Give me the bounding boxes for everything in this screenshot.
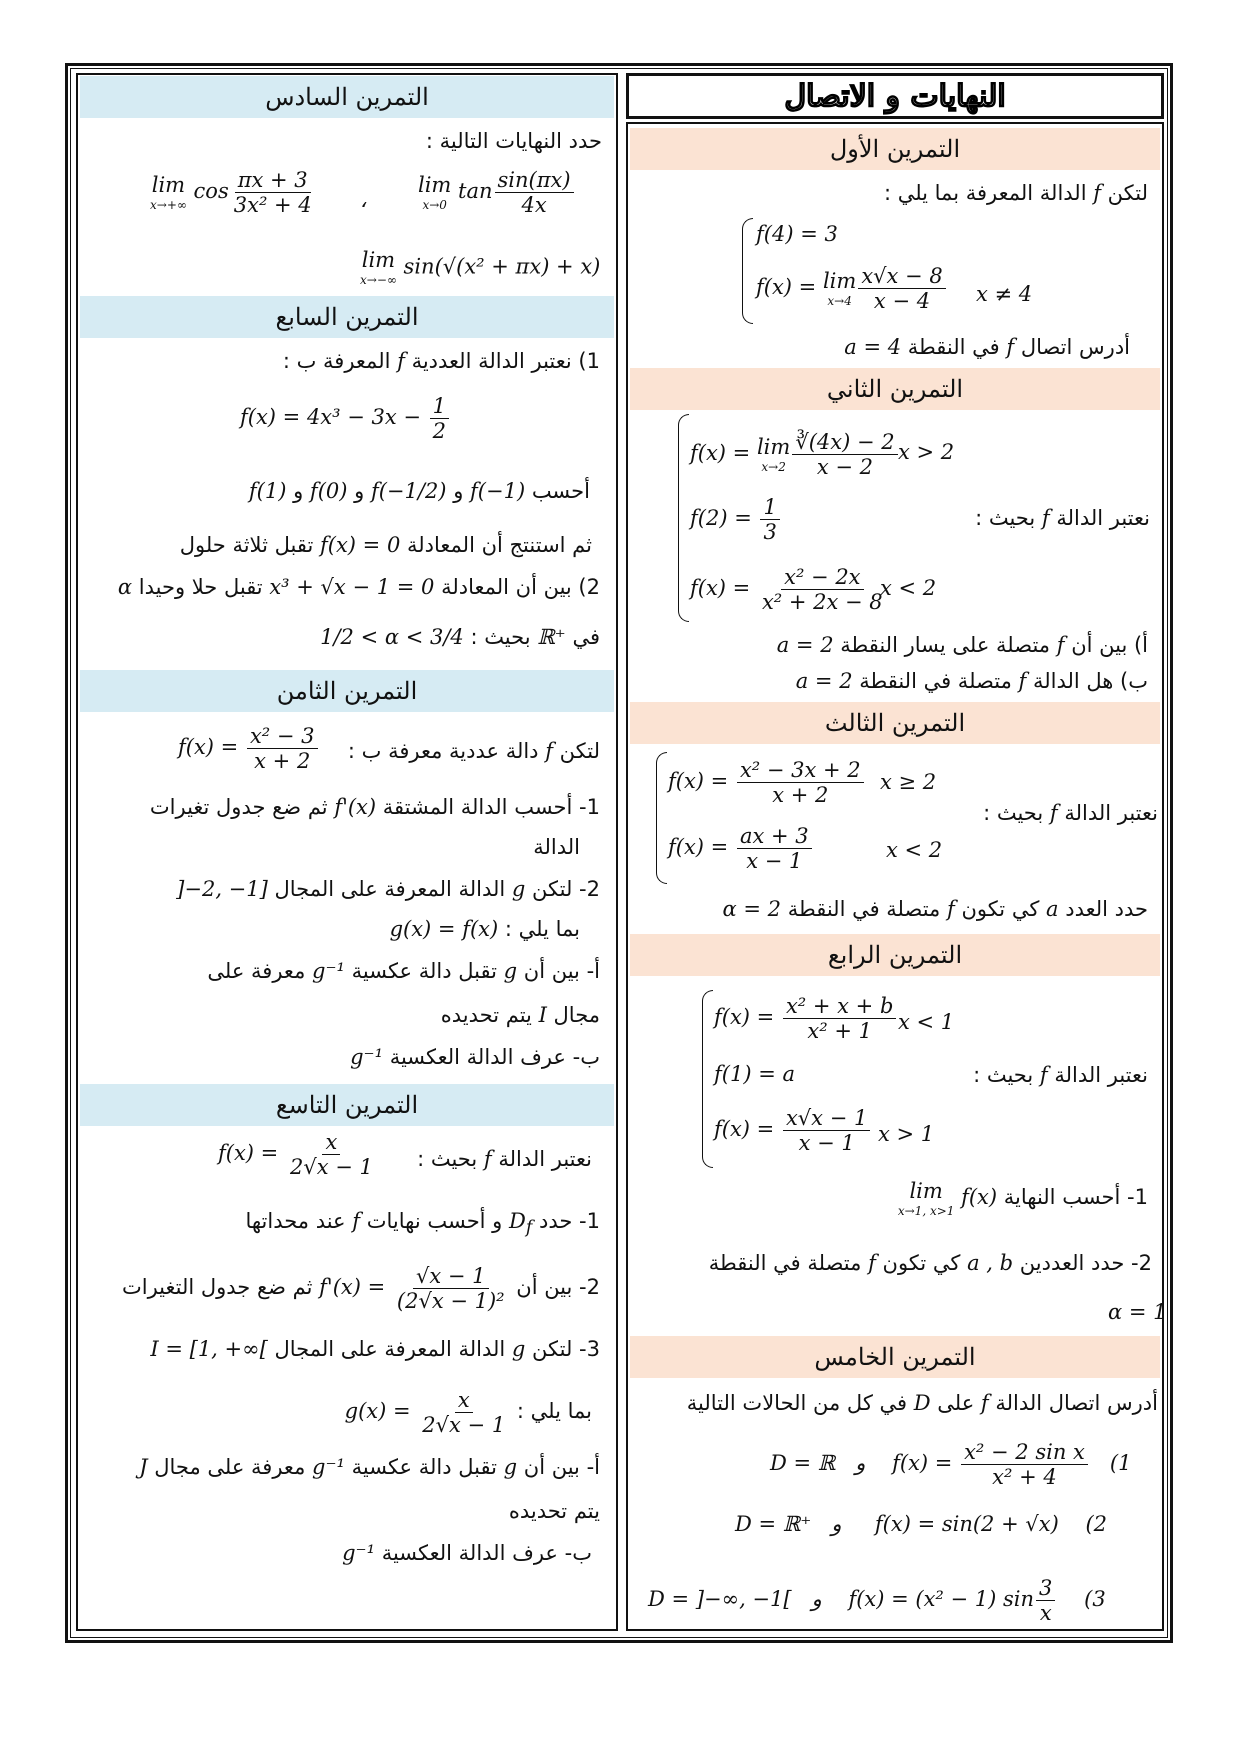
ex9-question-b: ب- عرف الدالة العكسية g⁻¹ xyxy=(342,1541,592,1565)
ex8-question-2: 2- لتكن g الدالة المعرفة على المجال ]−2, −1] xyxy=(176,877,600,901)
ex4-alpha: α = 1 xyxy=(1108,1300,1167,1324)
ex8-question-1b: الدالة xyxy=(533,835,580,859)
ex1-brace xyxy=(742,218,753,324)
ex6-limit-1: lim x→0 tan $\frac{\sin(\pi x)}{4x}$ xyxy=(418,168,576,217)
ex5-case-1: D = ℝ و f(x) = $\frac{\text{x² − 2 sin x}}{\text{x² + 4}}$ (1 xyxy=(770,1440,1132,1490)
ex5-intro: أدرس اتصال الدالة f على D في كل من الحالات التالية xyxy=(686,1391,1158,1415)
ex2-cond3: x < 2 xyxy=(880,576,937,600)
ex5-case-2: D = ℝ⁺ و f(x) = sin(2 + √x) (2 xyxy=(735,1512,1108,1536)
ex4-question-1: 1- أحسب النهاية lim x→1, x>1 f(x) xyxy=(897,1179,1148,1219)
ex6-intro: حدد النهايات التالية : xyxy=(425,129,602,153)
ex8-question-a: أ- بين أن g تقبل دالة عكسية g⁻¹ معرفة على xyxy=(207,959,600,983)
ex7-deduce: ثم استنتج أن المعادلة f(x) = 0 تقبل ثلاثة حلول xyxy=(179,533,592,557)
ex3-line2: f(x) = $\frac{ax + 3}{x - 1}$ xyxy=(668,824,814,873)
ex9-question-a: أ- بين أن g تقبل دالة عكسية g⁻¹ معرفة على مجال J xyxy=(139,1455,600,1479)
ex3-cond2: x < 2 xyxy=(886,838,943,862)
ex1-intro: لتكن f الدالة المعرفة بما يلي : xyxy=(883,181,1148,205)
ex4-line3: f(x) = $\frac{x√x - 1}{x - 1}$ xyxy=(714,1106,872,1155)
ex7-fdef: f(x) = 4x³ − 3x − $\frac{1}{2}$ xyxy=(240,394,451,443)
ex4-title: التمرين الرابع xyxy=(630,934,1160,976)
ex2-line2: f(2) = $\frac{1}{3}$ xyxy=(690,495,782,544)
ex5-case-3: D = ]−∞, −1[ و f(x) = (x² − 1) sin $\frac{3}{x}$ (3 xyxy=(648,1576,1106,1626)
ex3-question: حدد العدد a كي تكون f متصلة في النقطة α = 2 xyxy=(722,897,1148,921)
ex6-limit-3: lim x→−∞ sin(√(x² + πx) + x) xyxy=(360,248,601,288)
ex9-question-3: 3- لتكن g الدالة المعرفة على المجال I = [1, +∞[ xyxy=(150,1337,600,1361)
ex7-calc: أحسب f(−1) و f(−1/2) و f(0) و f(1) xyxy=(248,479,590,503)
ex4-brace xyxy=(702,990,713,1168)
ex5-title: التمرين الخامس xyxy=(630,1336,1160,1378)
page-title: النهايات و الاتصال xyxy=(626,73,1164,119)
ex3-line1: f(x) = $\frac{\text{x² − 3x + 2}}{x + 2}$ xyxy=(668,758,866,807)
ex6-limit-2: lim x→+∞ cos $\frac{\pi x + 3}{\text{3x² + 4}}$ xyxy=(150,168,312,218)
ex2-question-b: ب) هل الدالة f متصلة في النقطة a = 2 xyxy=(795,669,1148,693)
ex3-cond1: x ≥ 2 xyxy=(880,770,937,794)
ex9-question-a2: يتم تحديده xyxy=(508,1499,600,1523)
ex2-question-a: أ) بين أن f متصلة على يسار النقطة a = 2 xyxy=(776,633,1148,657)
ex7-question-2b: في ℝ⁺ بحيث : 1/2 < α < 3/4 xyxy=(320,625,600,649)
ex8-question-2b: بما يلي : g(x) = f(x) xyxy=(389,917,580,941)
ex8-question-b: ب- عرف الدالة العكسية g⁻¹ xyxy=(350,1045,600,1069)
ex2-line1: f(x) = lim x→2 $\frac{∛(4x) - 2}{x - 2}$ xyxy=(690,430,900,479)
ex7-question-1: 1) نعتبر الدالة العددية f المعرفة ب : xyxy=(282,349,600,373)
ex9-intro: نعتبر الدالة f بحيث : xyxy=(417,1147,592,1171)
ex4-cond3: x > 1 xyxy=(878,1122,935,1146)
ex3-title: التمرين الثالث xyxy=(630,702,1160,744)
ex2-title: التمرين الثاني xyxy=(630,368,1160,410)
ex2-line3: f(x) = $\frac{\text{x² − 2x}}{\text{x² + 2x − 8}}$ xyxy=(690,565,883,615)
ex7-title: التمرين السابع xyxy=(80,296,614,338)
ex8-question-a2: مجال I يتم تحديده xyxy=(440,1003,600,1027)
ex7-question-2: 2) بين أن المعادلة x³ + √x − 1 = 0 تقبل حلا وحيدا α xyxy=(117,575,600,599)
ex9-question-2: 2- بين أن f'(x) = $\frac{√x - 1}{\text{(2√x − 1)²}}$ ثم ضع جدول التغيرات xyxy=(121,1264,600,1314)
ex1-cond2: x ≠ 4 xyxy=(976,282,1033,306)
ex9-fdef: f(x) = $\frac{x}{2√x - 1}$ xyxy=(218,1130,373,1180)
ex4-line2: f(1) = a xyxy=(714,1062,795,1086)
ex6-separator: ، xyxy=(360,188,367,212)
ex3-brace xyxy=(656,752,667,884)
ex9-question-3b: بما يلي : g(x) = $\frac{x}{2√x - 1}$ xyxy=(344,1388,592,1438)
ex6-title: التمرين السادس xyxy=(80,76,614,118)
ex4-intro: نعتبر الدالة f بحيث : xyxy=(973,1063,1148,1087)
ex1-question: أدرس اتصال f في النقطة a = 4 xyxy=(844,335,1130,359)
ex2-brace xyxy=(678,414,689,622)
ex4-question-2: 2- حدد العددين a , b كي تكون f متصلة في النقطة xyxy=(708,1251,1152,1275)
ex9-question-1: 1- حدد $D_f$ و أحسب نهايات f عند محداتها xyxy=(245,1209,600,1239)
ex9-title: التمرين التاسع xyxy=(80,1084,614,1126)
ex4-cond1: x < 1 xyxy=(898,1010,955,1034)
ex3-intro: نعتبر الدالة f بحيث : xyxy=(983,801,1158,825)
ex8-question-1: 1- أحسب الدالة المشتقة f'(x) ثم ضع جدول تغيرات xyxy=(149,795,600,819)
ex1-line1: f(4) = 3 xyxy=(756,222,838,246)
ex1-title: التمرين الأول xyxy=(630,128,1160,170)
ex8-intro: لتكن f دالة عددية معرفة ب : xyxy=(347,739,600,763)
ex8-fdef: f(x) = $\frac{\text{x² − 3}}{x + 2}$ xyxy=(178,724,320,773)
ex8-title: التمرين الثامن xyxy=(80,670,614,712)
ex1-line2: f(x) = lim x→4 $\frac{x√x - 8}{x - 4}$ xyxy=(756,264,948,313)
ex2-intro: نعتبر الدالة f بحيث : xyxy=(975,506,1150,530)
ex2-cond1: x > 2 xyxy=(898,440,955,464)
ex4-line1: f(x) = $\frac{\text{x² + x + b}}{\text{x² + 1}}$ xyxy=(714,994,898,1043)
